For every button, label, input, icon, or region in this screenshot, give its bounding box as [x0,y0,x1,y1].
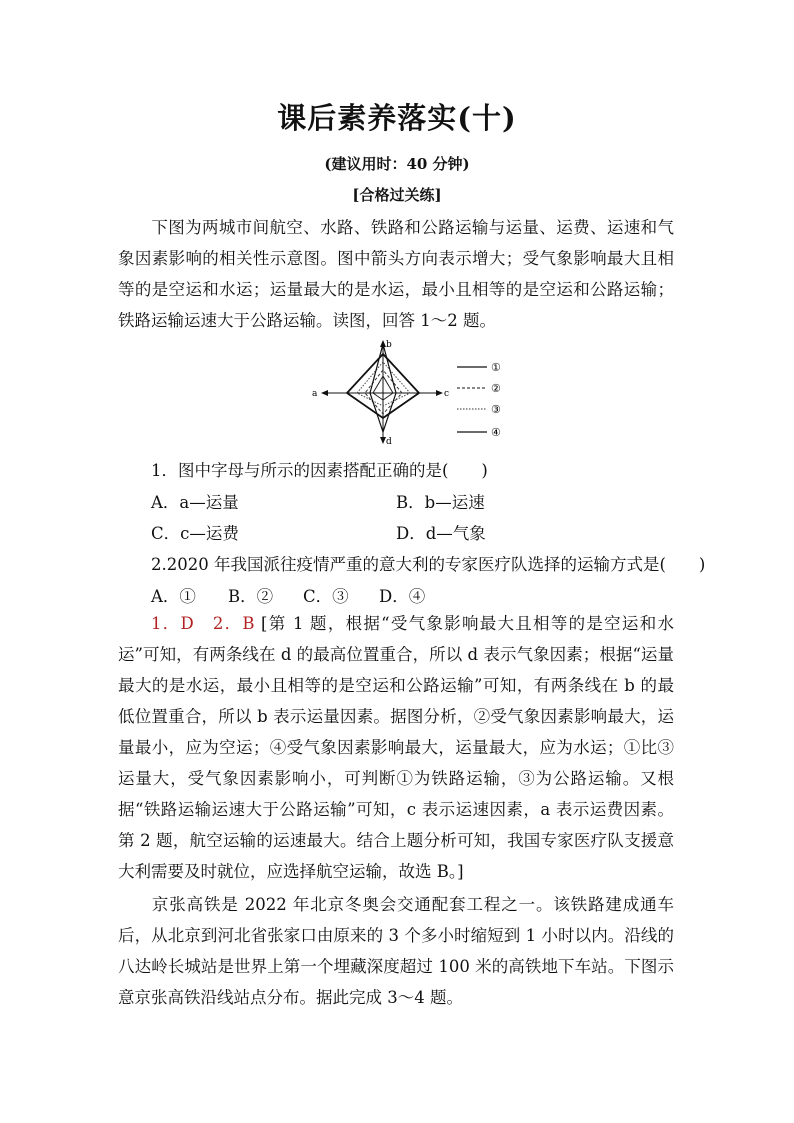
q1-option-d[interactable]: D．d—气象 [396,524,486,543]
legend-label-4: ④ [491,426,501,439]
question-2-stem: 2.2020 年我国派往疫情严重的意大利的专家医疗队选择的运输方式是( ) [151,555,706,574]
q1-option-b[interactable]: B．b—运速 [396,493,485,512]
legend-label-2: ② [491,382,501,395]
q2-option-a[interactable]: A．① [151,587,196,606]
intro-text-2: 京张高铁是 2022 年北京冬奥会交通配套工程之一。该铁路建成通车后，从北京到河北省张家口由原来的 3 个多小时缩短到 1 小时以内。沿线的八达岭长城站是世界上第一个埋藏深度超过 100 米的高铁地下车站。下图示意京张高铁沿线站点分布。据此完成 3～4 题。 [118,895,674,1007]
answer-key: 1．D 2．B [151,614,255,633]
q1-option-a[interactable]: A．a—运量 [151,493,239,512]
explanation-text: [第 1 题，根据“受气象影响最大且相等的是空运和水运”可知，有两条线在 d 的最高位置重合，所以 d 表示气象因素；根据“运量最大的是水运，最小且相等的是空运和公路运输”可知，有两条线在 b 的最低位置重合，所以 b 表示运量因素。据图分析，②受气象因素影响最大，运量最小，应为空运；④受气象因素影响最大，运量最大，应为水运；①比③运量大，受气象因素影响小，可判断①为铁路运输，③为公路运输。又根据“铁路运输运速大于公路运输”可知，c 表示运速因素，a 表示运费因素。第 2 题，航空运输的运速最大。结合上题分析可知，我国专家医疗队支援意大利需要及时就位，应选择航空运输，故选 B。] [118,614,674,881]
legend-label-1: ① [491,361,501,374]
q1-option-c[interactable]: C．c—运费 [151,524,239,543]
q2-option-b[interactable]: B．② [228,587,274,606]
answer-explanation [118,608,674,887]
q2-option-c[interactable]: C．③ [303,587,349,606]
suggested-time: (建议用时：40 分钟) [324,155,470,173]
axis-label-c: c [444,389,450,399]
transport-factor-diagram [310,336,520,448]
intro-text: 下图为两城市间航空、水路、铁路和公路运输与运量、运费、运速和气象因素影响的相关性示意图。图中箭头方向表示增大；受气象影响最大且相等的是空运和水运；运量最大的是水运，最小且相等的是空运和公路运输；铁路运输运速大于公路运输。读图，回答 1～2 题。 [118,218,674,330]
q2-option-d[interactable]: D．④ [379,587,426,606]
intro-paragraph-q3-q4 [118,889,674,1013]
axis-label-d: d [386,437,392,447]
arrow-right-icon [436,390,443,396]
axis-label-b: b [386,340,392,350]
question-1-stem: 1．图中字母与所示的因素搭配正确的是( ) [151,461,488,480]
page-title: 课后素养落实(十) [277,101,517,135]
arrow-left-icon [321,390,328,396]
legend-label-3: ③ [491,403,501,416]
intro-paragraph-q1-q2 [118,212,674,336]
section-heading: [合格过关练] [352,186,442,204]
axis-label-a: a [312,389,318,399]
